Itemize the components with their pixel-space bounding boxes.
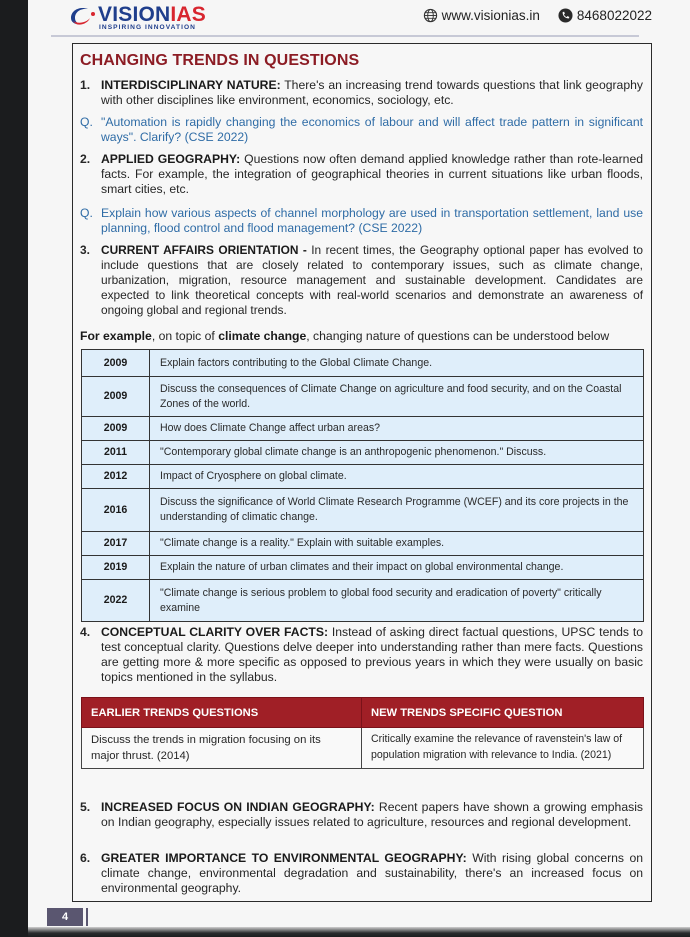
table-row: 2016 Discuss the significance of World Climate Research Programme (WCEF) and its core projects in the understanding of climatic change. <box>82 489 644 532</box>
trend-item-4: 4. CONCEPTUAL CLARITY OVER FACTS: Instead of asking direct factual questions, UPSC tends to test conceptual clarity. Questions delve deeper into understanding rather than mere facts. Questions are getting more & more specific as opposed to previous years in which they were usually on basic topics mentioned in the syllabus. <box>80 625 643 684</box>
table-row: 2009 How does Climate Change affect urban areas? <box>82 417 644 441</box>
table-row: Discuss the trends in migration focusing on its major thrust. (2014) Critically examine the relevance of ravenstein's law of population migration with relevance to India. (2021) <box>82 728 644 769</box>
trends-comparison-table <box>81 697 644 769</box>
website-link[interactable]: www.visionias.in <box>441 8 540 23</box>
table-header-row: EARLIER TRENDS QUESTIONS NEW TRENDS SPECIFIC QUESTION <box>82 698 644 728</box>
trend-item-3: 3. CURRENT AFFAIRS ORIENTATION - In recent times, the Geography optional paper has evolved to include questions that are closely related to contemporary issues, such as climate change, urbanization, migration, resource management and sustainable development. Candidates are expected to link theoretical concepts with real-world scenarios and demonstrate an awareness of ongoing global and regional trends. <box>80 243 643 317</box>
table-row: 2011 "Contemporary global climate change is an anthropogenic phenomenon." Discuss. <box>82 441 644 465</box>
page-bottom-shadow <box>28 927 690 937</box>
page-number-badge: 4 <box>47 908 83 926</box>
phone-icon <box>558 8 573 23</box>
globe-icon <box>423 8 438 23</box>
for-example-line: For example, on topic of climate change, changing nature of questions can be understood below <box>80 329 610 343</box>
logo-tagline: INSPIRING INNOVATION <box>99 24 196 31</box>
logo-wordmark: VISIONIAS <box>98 3 206 26</box>
example-question-2: Q. Explain how various aspects of channel morphology are used in transportation settlement, land use planning, flood control and flood management? (CSE 2022) <box>80 206 643 235</box>
table-row: 2022 "Climate change is serious problem to global food security and eradication of poverty" critically examine <box>82 580 644 622</box>
table-row: 2009 Explain factors contributing to the Global Climate Change. <box>82 350 644 377</box>
trend-item-2: 2. APPLIED GEOGRAPHY: Questions now often demand applied knowledge rather than rote-learned facts. For example, the integration of geographical theories in current situations like urban floods, smart cities, etc. <box>80 152 643 196</box>
trend-item-5: 5. INCREASED FOCUS ON INDIAN GEOGRAPHY: Recent papers have shown a growing emphasis on Indian geography, especially issues related to agriculture, resources and regional development. <box>80 800 644 829</box>
page-number-divider <box>86 908 88 926</box>
page-header <box>38 0 652 36</box>
climate-change-questions-table <box>81 349 644 622</box>
table-row: 2019 Explain the nature of urban climates and their impact on global environmental change. <box>82 556 644 580</box>
changing-trends-box <box>72 43 652 902</box>
contact-info <box>423 8 652 23</box>
phone-number[interactable]: 8468022022 <box>576 8 652 23</box>
visionias-logo <box>68 4 228 34</box>
table-row: 2012 Impact of Cryosphere on global climate. <box>82 465 644 489</box>
table-row: 2009 Discuss the consequences of Climate Change on agriculture and food security, and on the Coastal Zones of the world. <box>82 377 644 417</box>
trend-item-1: 1. INTERDISCIPLINARY NATURE: There's an increasing trend towards questions that link geography with other disciplines like environment, economics, sociology, etc. <box>80 78 643 107</box>
section-title: CHANGING TRENDS IN QUESTIONS <box>80 52 360 69</box>
trend-item-6: 6. GREATER IMPORTANCE TO ENVIRONMENTAL GEOGRAPHY: With rising global concerns on climate change, environmental degradation and sustainability, there's an increased focus on environmental geography. <box>80 851 644 895</box>
header-divider <box>51 35 639 37</box>
table-row: 2017 "Climate change is a reality." Explain with suitable examples. <box>82 532 644 556</box>
example-question-1: Q. "Automation is rapidly changing the economics of labour and will affect trade pattern in significant ways". Clarify? (CSE 2022) <box>80 115 643 144</box>
logo-swoosh-icon <box>68 6 96 26</box>
